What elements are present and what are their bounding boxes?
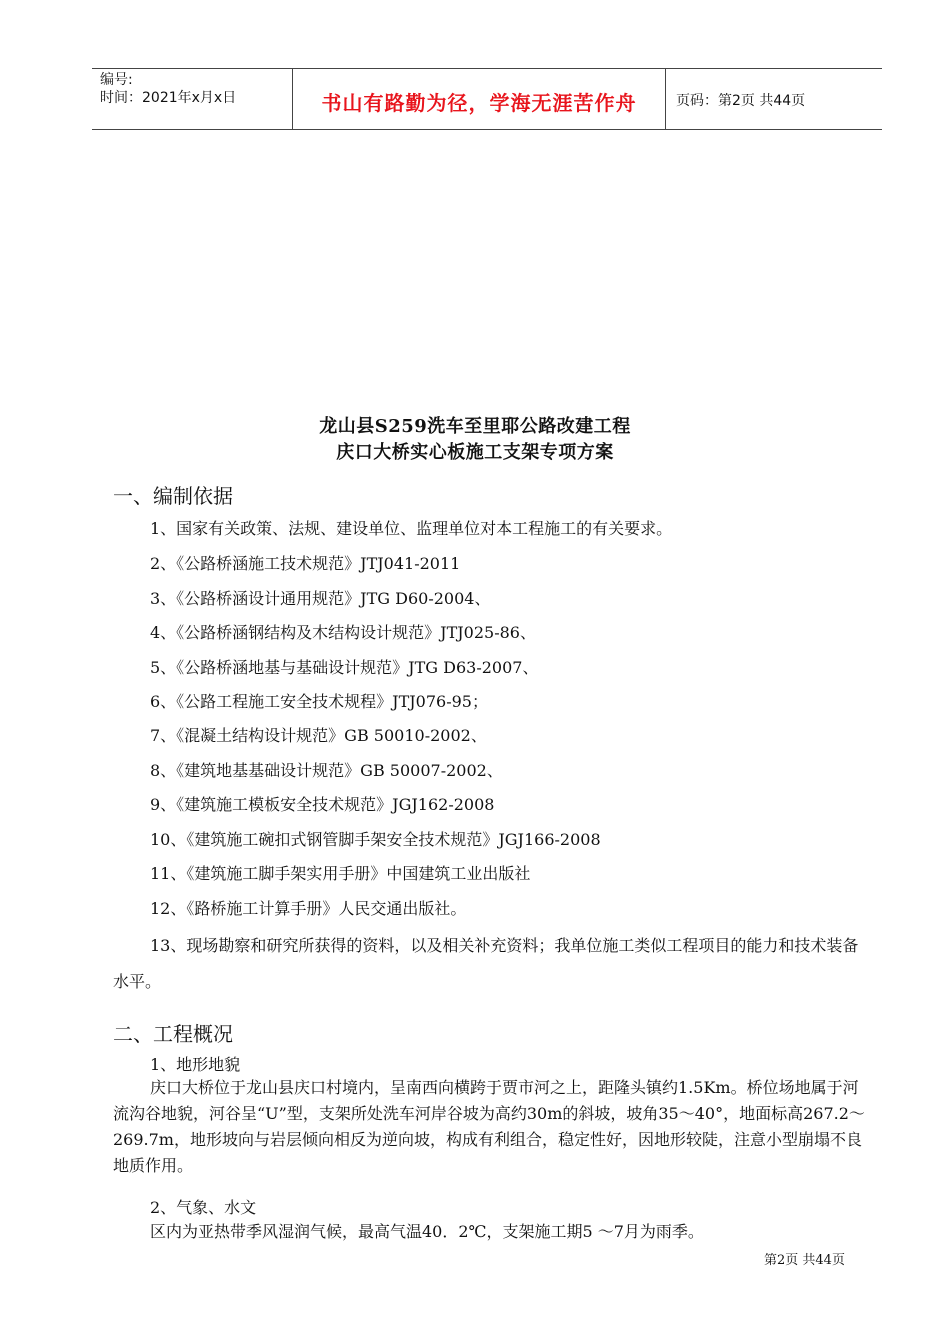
reference-item: 1、国家有关政策、法规、建设单位、监理单位对本工程施工的有关要求。 xyxy=(150,519,673,538)
paragraph-climate: 区内为亚热带季风湿润气候，最高气温40．2℃，支架施工期5 ～7月为雨季。 xyxy=(150,1222,704,1241)
reference-item: 3、《公路桥涵设计通用规范》JTG D60-2004、 xyxy=(150,589,491,608)
reference-item: 2、《公路桥涵施工技术规范》JTJ041-2011 xyxy=(150,554,461,573)
footer-page-info: 第2页 共44页 xyxy=(764,1253,845,1268)
subheading-climate: 2、气象、水文 xyxy=(150,1198,257,1217)
reference-item: 5、《公路桥涵地基与基础设计规范》JTG D63-2007、 xyxy=(150,658,539,677)
document-title-line1: 龙山县S259洗车至里耶公路改建工程 xyxy=(319,416,631,437)
serial-label: 编号: xyxy=(100,72,133,88)
header-divider xyxy=(665,69,666,129)
reference-item: 11、《建筑施工脚手架实用手册》中国建筑工业出版社 xyxy=(150,864,531,883)
header-motto: 书山有路勤为径，学海无涯苦作舟 xyxy=(321,91,637,115)
section-heading-overview: 二、工程概况 xyxy=(113,1022,233,1046)
header-page-info: 页码：第2页 共44页 xyxy=(676,93,806,109)
reference-item: 12、《路桥施工计算手册》人民交通出版社。 xyxy=(150,899,467,918)
reference-item: 6、《公路工程施工安全技术规程》JTJ076-95； xyxy=(150,692,488,711)
reference-item: 9、《建筑施工模板安全技术规范》JGJ162-2008 xyxy=(150,795,495,814)
time-label: 时间：2021年x月x日 xyxy=(100,90,237,106)
subheading-terrain: 1、地形地貌 xyxy=(150,1055,241,1074)
header-meta xyxy=(100,71,236,107)
paragraph-terrain: 庆口大桥位于龙山县庆口村境内，呈南西向横跨于贾市河之上，距隆头镇约1.5Km。桥位场地属于河流沟谷地貌，河谷呈“U”型，支架所处洗车河岸谷坡为高约30m的斜坡，坡角35～40°，地面标高267.2～269.7m，地形坡向与岩层倾向相反为逆向坡，构成有利组合，稳定性好，因地形较陡，注意小型崩塌不良地质作用。 xyxy=(113,1078,865,1175)
reference-item: 4、《公路桥涵钢结构及木结构设计规范》JTJ025-86、 xyxy=(150,623,536,642)
reference-item: 7、《混凝土结构设计规范》GB 50010-2002、 xyxy=(150,726,487,745)
section-heading-basis: 一、编制依据 xyxy=(113,484,233,508)
reference-item: 8、《建筑地基基础设计规范》GB 50007-2002、 xyxy=(150,761,503,780)
reference-item-13: 13、现场勘察和研究所获得的资料，以及相关补充资料；我单位施工类似工程项目的能力和技术装备水平。 xyxy=(113,936,859,991)
reference-item: 10、《建筑施工碗扣式钢管脚手架安全技术规范》JGJ166-2008 xyxy=(150,830,601,849)
document-title-line2: 庆口大桥实心板施工支架专项方案 xyxy=(336,442,614,463)
page-header xyxy=(92,68,882,130)
